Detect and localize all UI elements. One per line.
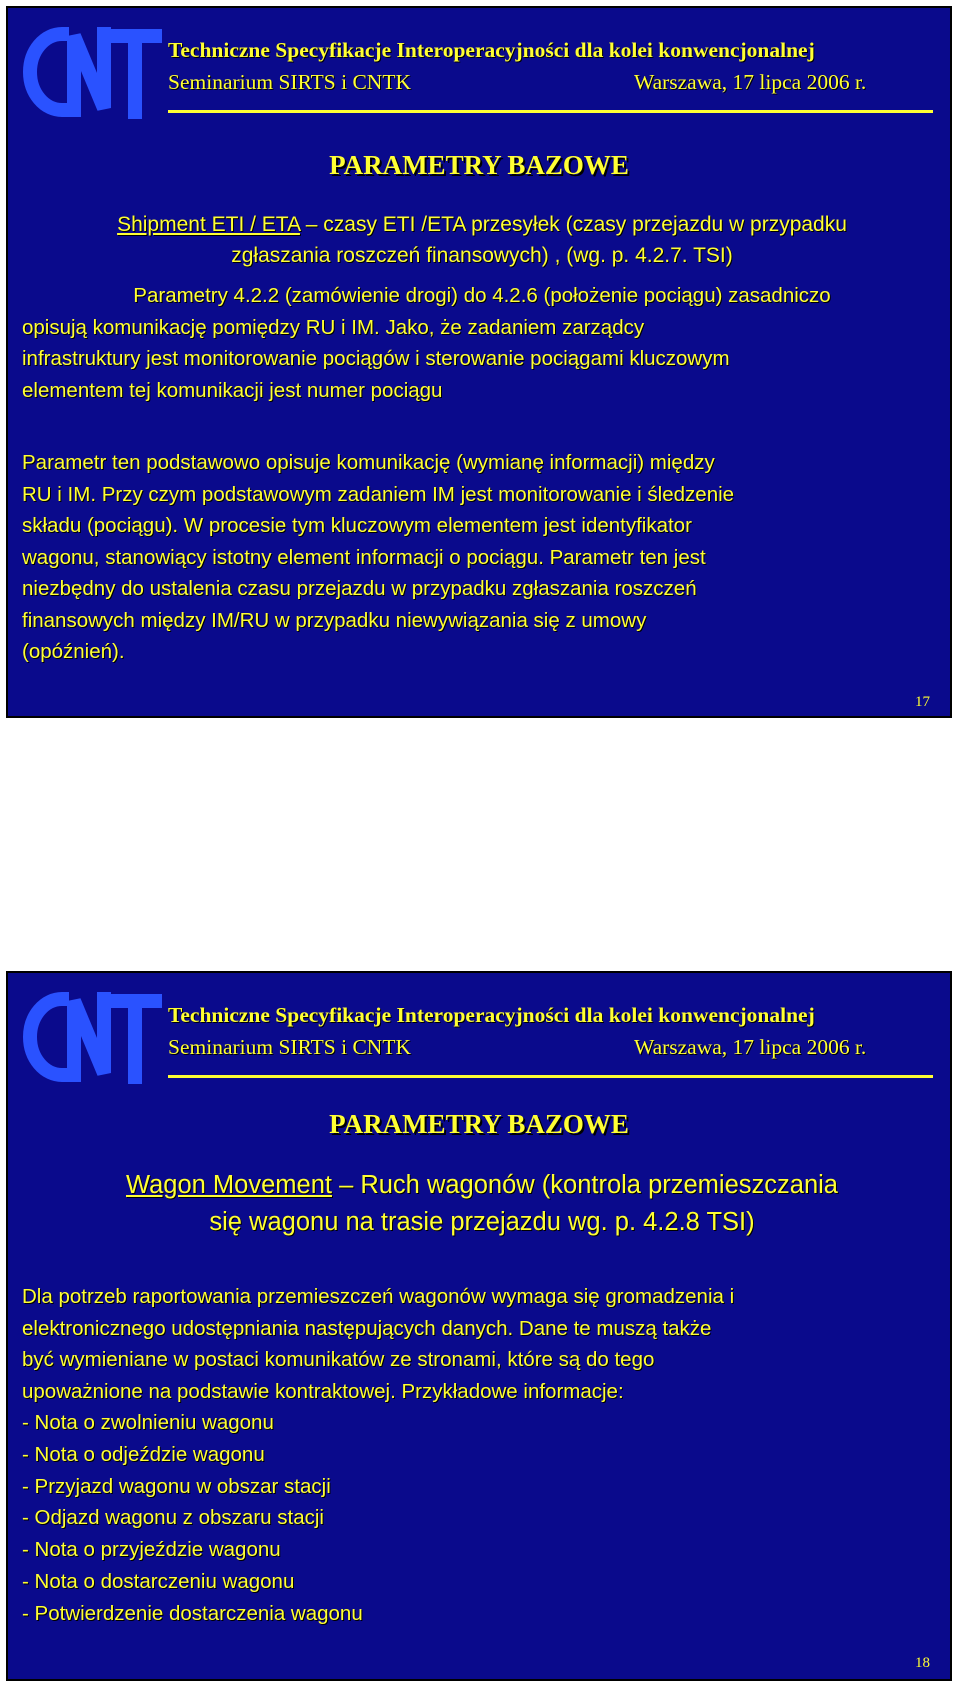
header-title: Techniczne Specyfikacje Interoperacyjności dla kolei konwencjonalnej <box>168 1003 815 1027</box>
list-item: - Nota o dostarczeniu wagonu <box>22 1569 295 1593</box>
parameters-line-2: opisują komunikację pomiędzy RU i IM. Jako, że zadaniem zarządcy <box>22 315 645 339</box>
list-item: - Potwierdzenie dostarczenia wagonu <box>22 1601 363 1625</box>
description-line-5: niezbędny do ustalenia czasu przejazdu w przypadku zgłaszania roszczeń <box>22 577 697 600</box>
page-number: 18 <box>915 1655 930 1671</box>
shipment-line-2: zgłaszania roszczeń finansowych) , (wg. p. 4.2.7. TSI) <box>231 244 733 267</box>
description-line-1: Parametr ten podstawowo opisuje komunikację (wymianę informacji) między <box>22 451 715 474</box>
description-line-4: wagonu, stanowiący istotny element informacji o pociągu. Parametr ten jest <box>22 545 706 569</box>
information-list <box>22 1407 942 1630</box>
wagon-movement-line-2: się wagonu na trasie przejazdu wg. p. 4.2.8 TSI) <box>209 1208 755 1236</box>
cntk-logo-icon <box>22 22 162 122</box>
header-seminar: Seminarium SIRTS i CNTK <box>168 70 411 94</box>
reporting-line-2: elektronicznego udostępniania następujących danych. Dane te muszą także <box>22 1316 712 1340</box>
shipment-line-1 <box>22 209 942 240</box>
reporting-paragraph <box>22 1281 942 1407</box>
reporting-line-3: być wymieniane w postaci komunikatów ze stronami, które są do tego <box>22 1348 655 1371</box>
header-rule <box>168 1075 933 1078</box>
parameter-description-paragraph <box>22 447 942 668</box>
wagon-movement-line-1 <box>22 1167 942 1204</box>
description-line-3: składu (pociągu). W procesie tym kluczowym elementem jest identyfikator <box>22 514 692 537</box>
slide-heading: PARAMETRY BAZOWE <box>329 1109 629 1139</box>
description-line-7: (opóźnień). <box>22 640 125 663</box>
list-item: - Nota o przyjeździe wagonu <box>22 1538 281 1562</box>
shipment-line-1-rest: – czasy ETI /ETA przesyłek (czasy przejazdu w przypadku <box>299 213 847 236</box>
header-place-date: Warszawa, 17 lipca 2006 r. <box>634 70 867 94</box>
description-line-6: finansowych między IM/RU w przypadku niewywiązania się z umowy <box>22 608 647 632</box>
slide-heading: PARAMETRY BAZOWE <box>329 150 629 180</box>
list-item: - Nota o odjeździe wagonu <box>22 1442 265 1466</box>
parameters-line-1: Parametry 4.2.2 (zamówienie drogi) do 4.2.6 (położenie pociągu) zasadniczo <box>133 284 831 307</box>
parameters-line-4: elementem tej komunikacji jest numer pociągu <box>22 378 443 402</box>
wagon-movement-link[interactable]: Wagon Movement <box>126 1171 332 1199</box>
header-place-date: Warszawa, 17 lipca 2006 r. <box>634 1035 867 1059</box>
list-item: - Przyjazd wagonu w obszar stacji <box>22 1474 331 1498</box>
page-number: 17 <box>915 694 930 710</box>
shipment-paragraph <box>22 209 942 271</box>
parameters-paragraph <box>22 280 942 406</box>
header-rule <box>168 110 933 113</box>
shipment-link[interactable]: Shipment ETI / ETA <box>117 213 300 236</box>
slide-18 <box>6 971 952 1681</box>
slide-17 <box>6 6 952 718</box>
header-title: Techniczne Specyfikacje Interoperacyjności dla kolei konwencjonalnej <box>168 38 815 62</box>
wagon-movement-line-1-rest: – Ruch wagonów (kontrola przemieszczania <box>331 1171 838 1199</box>
header-seminar: Seminarium SIRTS i CNTK <box>168 1035 411 1059</box>
list-item: - Nota o zwolnieniu wagonu <box>22 1411 274 1434</box>
reporting-line-1: Dla potrzeb raportowania przemieszczeń wagonów wymaga się gromadzenia i <box>22 1285 735 1308</box>
parameters-line-3: infrastruktury jest monitorowanie pociągów i sterowanie pociągami kluczowym <box>22 347 730 370</box>
wagon-movement-paragraph <box>22 1167 942 1241</box>
list-item: - Odjazd wagonu z obszaru stacji <box>22 1506 324 1530</box>
cntk-logo-icon <box>22 987 162 1087</box>
description-line-2: RU i IM. Przy czym podstawowym zadaniem IM jest monitorowanie i śledzenie <box>22 482 735 506</box>
reporting-line-4: upoważnione na podstawie kontraktowej. Przykładowe informacje: <box>22 1379 624 1403</box>
